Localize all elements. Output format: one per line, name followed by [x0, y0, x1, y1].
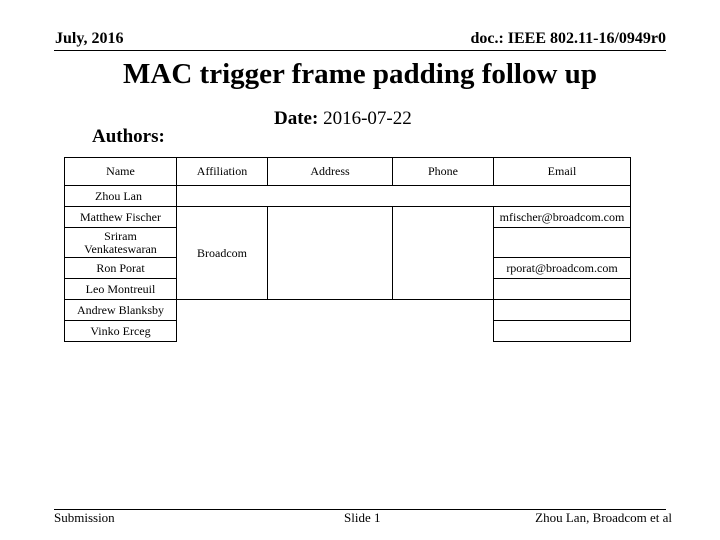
table-row: [65, 186, 631, 207]
author-email: [494, 228, 631, 258]
table-row: [65, 300, 631, 321]
author-name: Leo Montreuil: [65, 279, 177, 300]
phone-cell: [393, 207, 494, 300]
col-header-phone: Phone: [393, 158, 494, 186]
affiliation-cell: Broadcom: [177, 207, 268, 300]
header-doc-id: doc.: IEEE 802.11-16/0949r0: [470, 30, 666, 47]
blank-cell: [177, 186, 631, 207]
author-email: [494, 300, 631, 321]
author-email: mfischer@broadcom.com: [494, 207, 631, 228]
author-email: rporat@broadcom.com: [494, 258, 631, 279]
header-date: July, 2016: [55, 30, 124, 47]
col-header-name: Name: [65, 158, 177, 186]
address-cell: [268, 207, 393, 300]
slide-number: Slide 1: [344, 510, 381, 525]
slide-title: MAC trigger frame padding follow up: [123, 58, 597, 90]
date-label: Date:: [274, 108, 319, 129]
author-name: Vinko Erceg: [65, 321, 177, 342]
table-row: [65, 207, 631, 228]
table-header-row: [65, 158, 631, 186]
author-email: [494, 279, 631, 300]
col-header-address: Address: [268, 158, 393, 186]
author-name: Andrew Blanksby: [65, 300, 177, 321]
authors-table: [64, 157, 631, 342]
date-value: 2016-07-22: [323, 108, 412, 129]
footer-right: Zhou Lan, Broadcom et al: [535, 510, 672, 525]
author-name: Matthew Fischer: [65, 207, 177, 228]
table-row: [65, 321, 631, 342]
blank-cell: [177, 321, 494, 342]
col-header-email: Email: [494, 158, 631, 186]
author-name: Sriram Venkateswaran: [65, 228, 177, 258]
footer-left: Submission: [54, 510, 115, 525]
date-line: [274, 108, 412, 130]
author-email: [494, 321, 631, 342]
col-header-affiliation: Affiliation: [177, 158, 268, 186]
author-name: Ron Porat: [65, 258, 177, 279]
author-name: Zhou Lan: [65, 186, 177, 207]
authors-label: Authors:: [92, 126, 165, 147]
blank-cell: [177, 300, 494, 321]
header-divider: [54, 50, 666, 51]
